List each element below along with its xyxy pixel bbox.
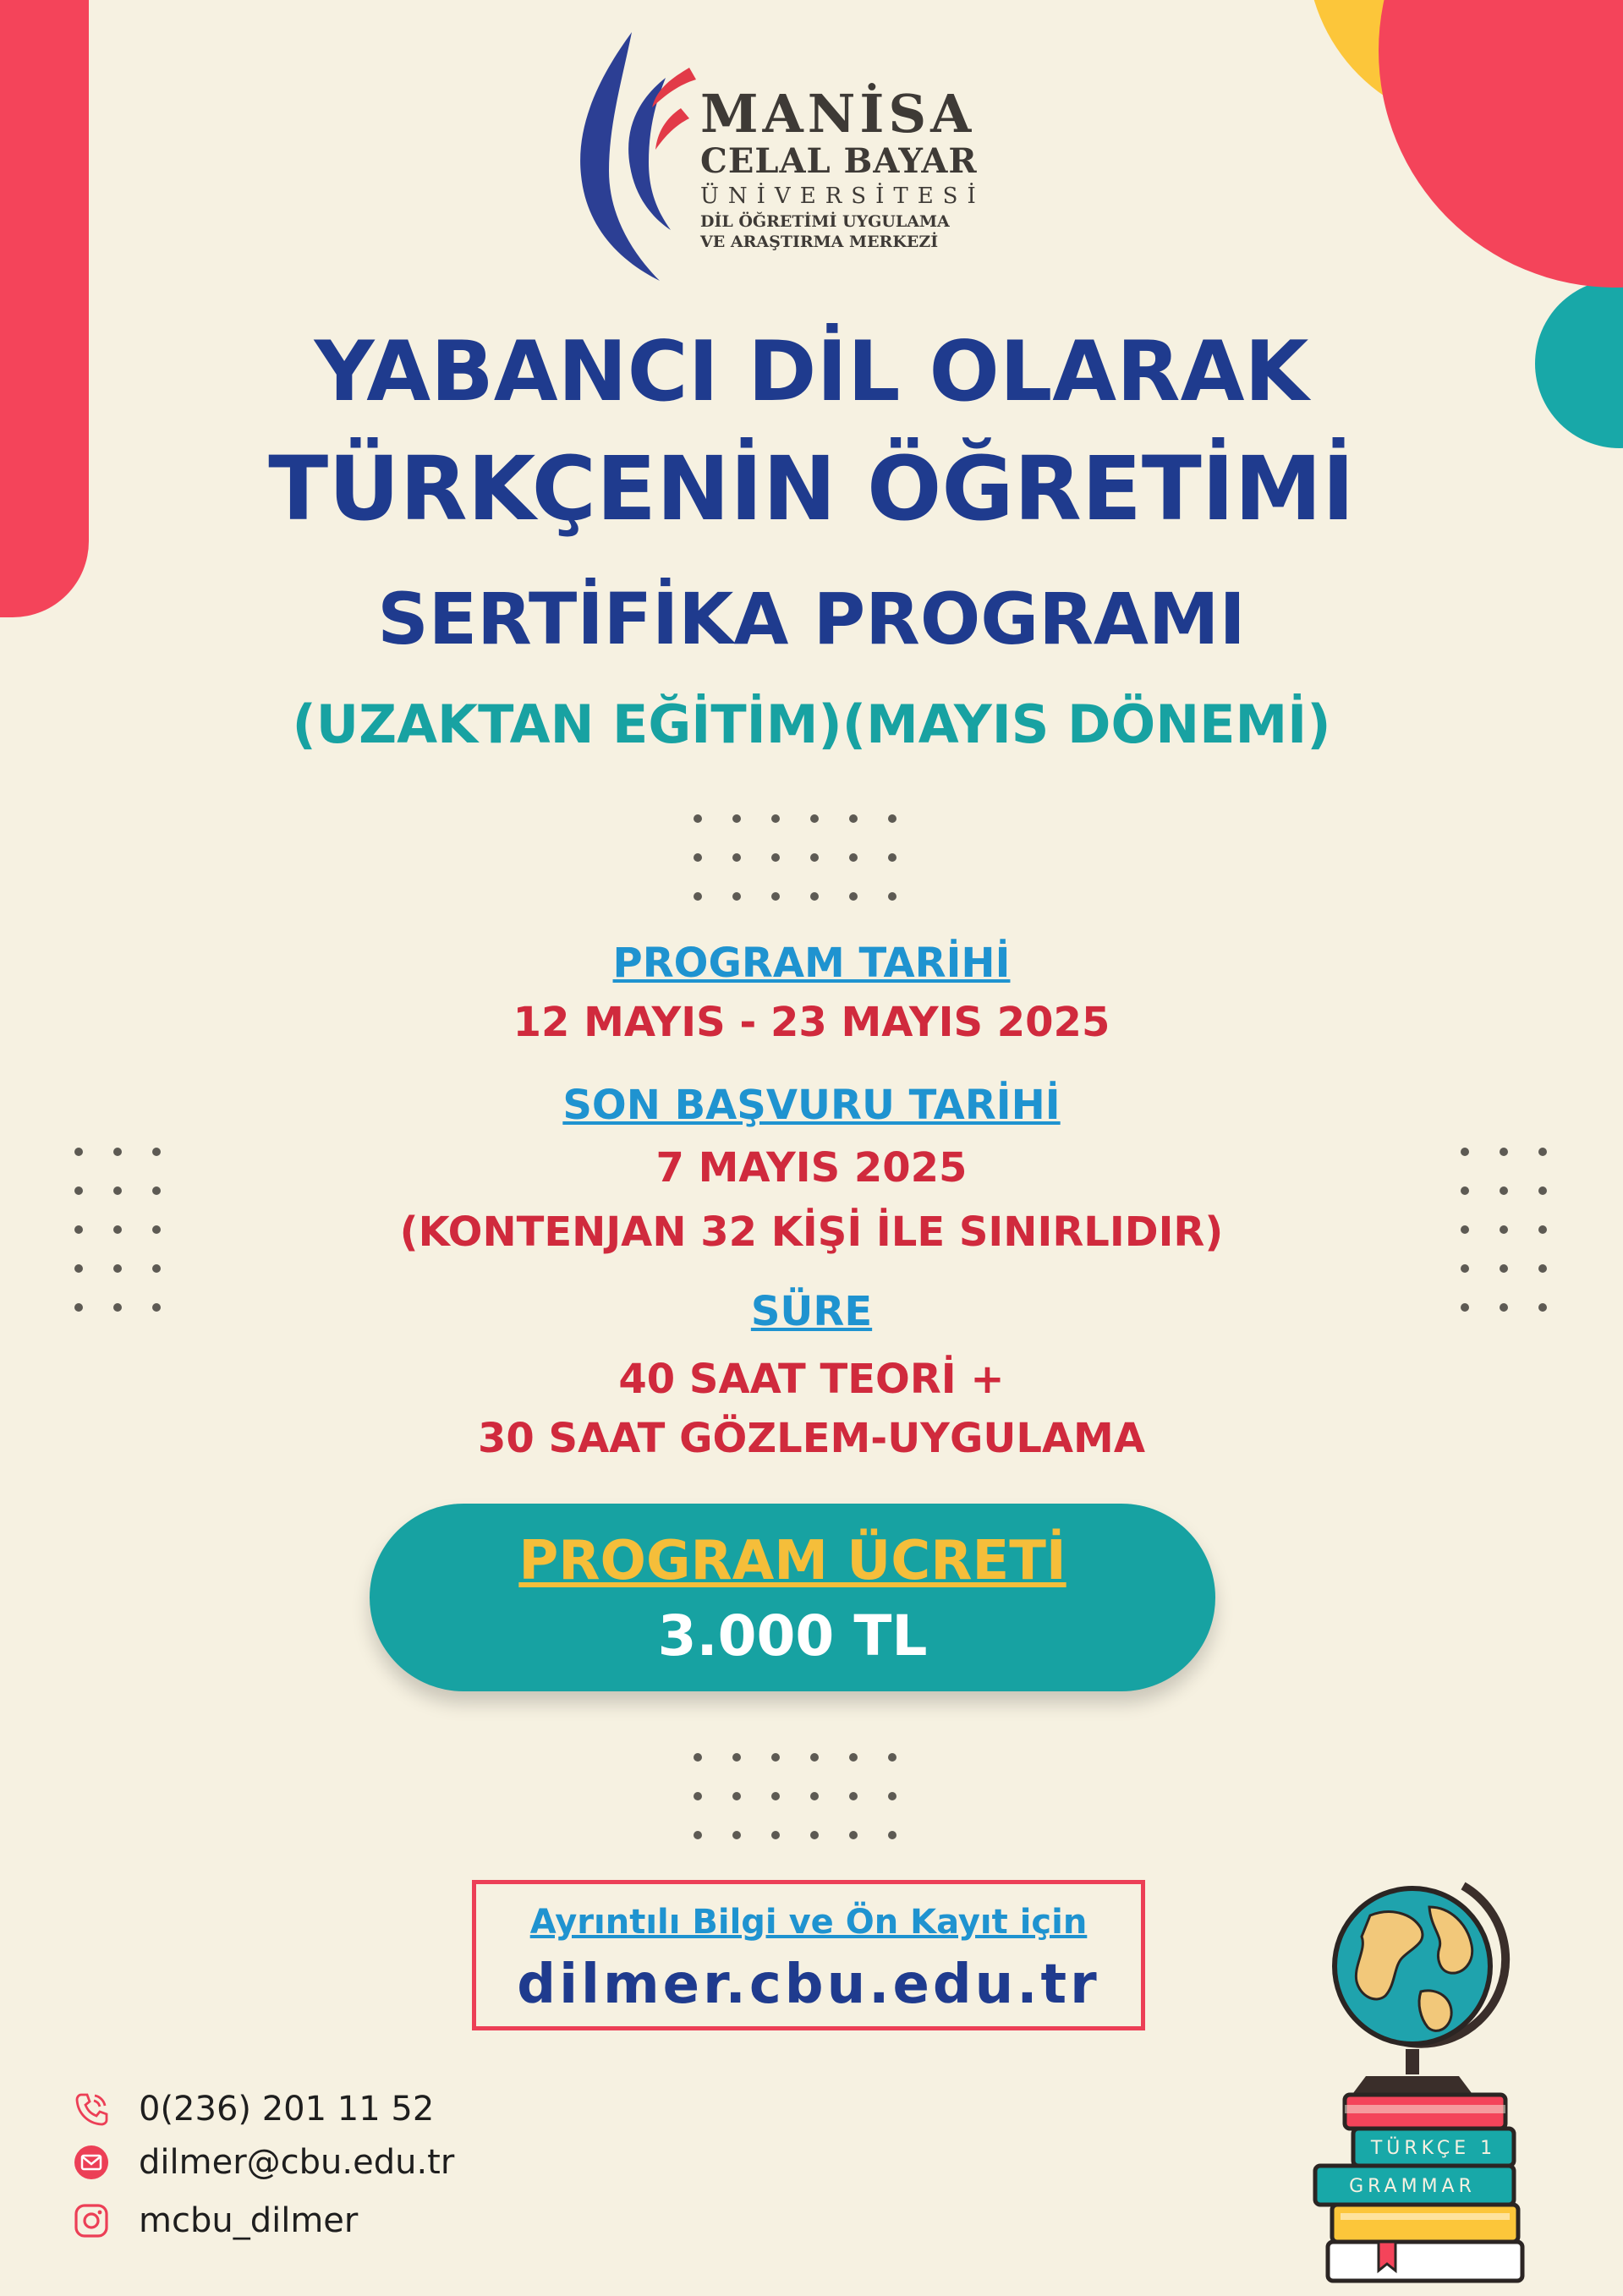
logo-line: VE ARAŞTIRMA MERKEZİ — [700, 233, 939, 251]
duration-value: 30 SAAT GÖZLEM-UYGULAMA — [478, 1415, 1145, 1462]
logo-line: DİL ÖĞRETİMİ UYGULAMA — [700, 212, 950, 231]
deadline-label: SON BAŞVURU TARİHİ — [562, 1082, 1061, 1129]
quota-note: (KONTENJAN 32 KİŞİ İLE SINIRLIDIR) — [399, 1208, 1224, 1256]
books-stack — [1315, 2095, 1522, 2281]
website-link[interactable]: dilmer.cbu.edu.tr — [517, 1954, 1100, 2016]
decor-dot-grid — [694, 1753, 896, 1839]
book-label: TÜRKÇE 1 — [1370, 2138, 1497, 2159]
program-date-label: PROGRAM TARİHİ — [612, 940, 1011, 987]
logo-line: MANİSA — [700, 83, 976, 145]
book-label: GRAMMAR — [1349, 2176, 1476, 2197]
email-icon — [69, 2140, 113, 2184]
flame-logo-icon — [571, 27, 698, 281]
instagram-icon — [69, 2199, 113, 2243]
phone-icon — [69, 2087, 113, 2131]
logo-text — [700, 83, 1030, 252]
phone-number[interactable]: 0(236) 201 11 52 — [139, 2090, 435, 2129]
instagram-handle[interactable]: mcbu_dilmer — [139, 2201, 359, 2240]
contact-phone — [69, 2087, 434, 2131]
fee-label: PROGRAM ÜCRETİ — [518, 1530, 1066, 1592]
info-text: Ayrıntılı Bilgi ve Ön Kayıt için — [529, 1903, 1088, 1942]
contact-email — [69, 2140, 454, 2184]
deadline-value: 7 MAYIS 2025 — [655, 1144, 968, 1192]
decor-dot-grid — [694, 814, 896, 901]
globe-books-illustration — [1294, 1848, 1548, 2288]
page-title: TÜRKÇENİN ÖĞRETİMİ — [268, 437, 1355, 540]
fee-value: 3.000 TL — [657, 1603, 928, 1669]
info-box — [472, 1880, 1145, 2030]
duration-label: SÜRE — [750, 1288, 873, 1335]
decor-red-circle — [1379, 0, 1623, 288]
program-date-value: 12 MAYIS - 23 MAYIS 2025 — [513, 999, 1110, 1046]
page-title: SERTİFİKA PROGRAMI — [377, 578, 1246, 660]
globe-icon — [1335, 1886, 1505, 2093]
logo-line: CELAL BAYAR — [700, 141, 978, 181]
email-address[interactable]: dilmer@cbu.edu.tr — [139, 2143, 455, 2182]
university-logo — [571, 27, 1028, 281]
page-title: YABANCI DİL OLARAK — [314, 324, 1309, 420]
page-subtitle: (UZAKTAN EĞİTİM)(MAYIS DÖNEMİ) — [292, 693, 1331, 755]
fee-badge — [370, 1504, 1215, 1691]
logo-line: ÜNİVERSİTESİ — [700, 184, 985, 209]
duration-value: 40 SAAT TEORİ + — [618, 1356, 1005, 1403]
contact-instagram — [69, 2199, 358, 2243]
